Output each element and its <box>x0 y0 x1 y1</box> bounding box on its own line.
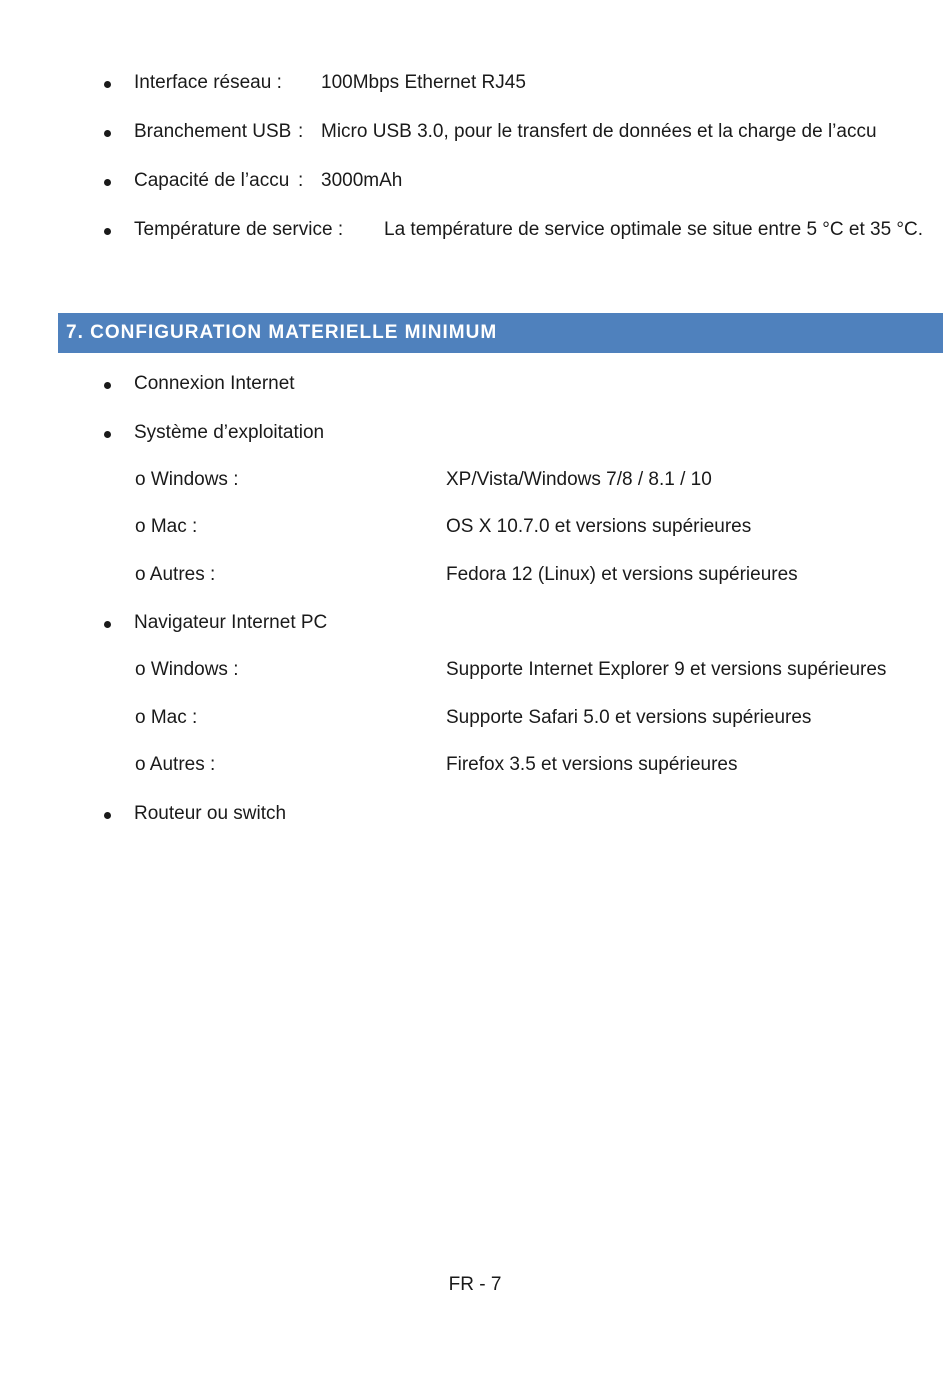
requirement-internet: Connexion Internet <box>134 373 295 394</box>
bullet-icon <box>104 431 111 438</box>
os-item-value: Fedora 12 (Linux) et versions supérieures <box>446 564 798 585</box>
os-item-label: o Mac : <box>135 516 198 537</box>
spec-label: Capacité de l’accu <box>134 170 290 191</box>
bullet-icon <box>104 179 111 186</box>
spec-separator: : <box>298 170 304 191</box>
bullet-icon <box>104 130 111 137</box>
browser-item-label: o Mac : <box>135 707 198 728</box>
requirement-router: Routeur ou switch <box>134 803 287 824</box>
os-item-label: o Autres : <box>135 564 216 585</box>
spec-value: La température de service optimale se situe entre 5 °C et 35 °C. <box>384 219 924 240</box>
os-item-value: OS X 10.7.0 et versions supérieures <box>446 516 752 537</box>
bullet-icon <box>104 812 111 819</box>
browser-item-label: o Windows : <box>135 659 239 680</box>
bullet-icon <box>104 382 111 389</box>
section-title: 7. CONFIGURATION MATERIELLE MINIMUM <box>66 322 498 343</box>
spec-value: 100Mbps Ethernet RJ45 <box>321 72 526 93</box>
requirement-browser: Navigateur Internet PC <box>134 612 328 633</box>
spec-value: 3000mAh <box>321 170 403 191</box>
page-number: FR - 7 <box>448 1274 502 1295</box>
browser-item-label: o Autres : <box>135 754 216 775</box>
spec-separator: : <box>298 121 304 142</box>
requirement-os: Système d’exploitation <box>134 422 325 443</box>
spec-value: Micro USB 3.0, pour le transfert de données et la charge de l’accu <box>321 121 877 142</box>
os-item-label: o Windows : <box>135 469 239 490</box>
browser-item-value: Firefox 3.5 et versions supérieures <box>446 754 738 775</box>
spec-label: Interface réseau : <box>134 72 282 93</box>
browser-item-value: Supporte Safari 5.0 et versions supérieures <box>446 707 812 728</box>
bullet-icon <box>104 81 111 88</box>
bullet-icon <box>104 621 111 628</box>
os-item-value: XP/Vista/Windows 7/8 / 8.1 / 10 <box>446 469 712 490</box>
section-header <box>58 313 943 353</box>
browser-item-value: Supporte Internet Explorer 9 et versions supérieures <box>446 659 887 680</box>
bullet-icon <box>104 228 111 235</box>
spec-label: Température de service : <box>134 219 344 240</box>
spec-label: Branchement USB <box>134 121 292 142</box>
